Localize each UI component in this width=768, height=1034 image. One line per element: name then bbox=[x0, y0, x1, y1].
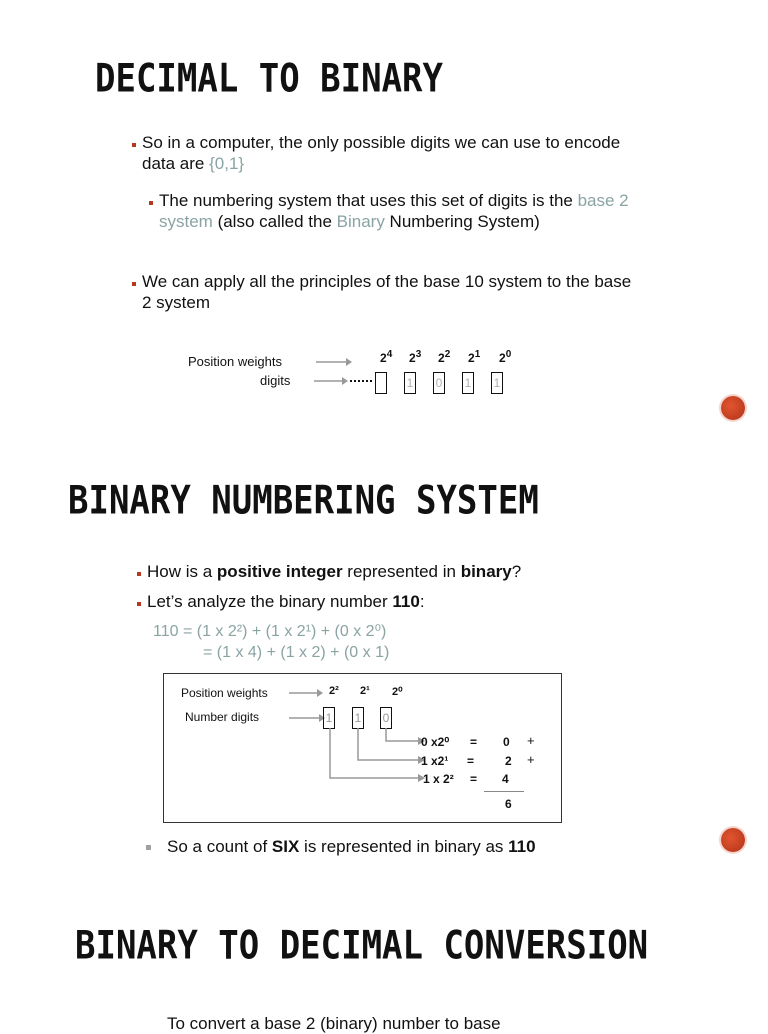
weight-2-1: $2^1$ bbox=[468, 349, 481, 365]
box-number-digits-label: Number digits bbox=[185, 710, 260, 724]
bullet-marker bbox=[132, 143, 136, 147]
box-weight-2-2: 2² bbox=[329, 685, 339, 697]
calc-row-2-eq: = bbox=[470, 772, 478, 786]
box-digits-arrow bbox=[289, 713, 325, 723]
bullet-marker bbox=[146, 845, 151, 850]
slide2-title: BINARY NUMBERING SYSTEM bbox=[68, 478, 539, 524]
digit-box bbox=[375, 372, 387, 394]
digits-arrow bbox=[314, 376, 378, 386]
six-term: SIX bbox=[271, 837, 300, 856]
box-connector-arrows bbox=[320, 728, 425, 784]
slide2-bullet3: So a count of SIX is represented in binary as 110 bbox=[167, 837, 536, 856]
slide2-bullet2: Let’s analyze the binary number 110: bbox=[147, 592, 425, 611]
bullet2-part3: Numbering System) bbox=[384, 212, 540, 231]
calc-row-1: 1 x2¹ bbox=[421, 754, 449, 768]
equation-line2: = (1 x 4) + (1 x 2) + (0 x 1) bbox=[203, 644, 390, 661]
binary-110: 110 bbox=[508, 837, 536, 856]
number-110: 110 bbox=[392, 592, 420, 611]
digit-box: 0 bbox=[433, 372, 445, 394]
slide1-bullet2 bbox=[159, 190, 639, 232]
positive-integer-term: positive integer bbox=[216, 562, 343, 581]
slide1-bullet1 bbox=[142, 132, 632, 174]
digit-set: {0,1} bbox=[209, 154, 245, 173]
calc-row-0-val: 0 bbox=[503, 735, 510, 749]
bullet-marker bbox=[149, 201, 153, 205]
position-weights-label: Position weights bbox=[188, 354, 282, 369]
binary-term: Binary bbox=[336, 212, 385, 231]
slide-marker-circle bbox=[721, 828, 745, 852]
bullet1-text: So in a computer, the only possible digits we can use to encode data are bbox=[142, 133, 621, 173]
digits-label: digits bbox=[260, 373, 291, 388]
digit-box: 1 bbox=[491, 372, 503, 394]
slide1-title: DECIMAL TO BINARY bbox=[95, 56, 443, 102]
calc-row-0: 0 x2⁰ bbox=[421, 735, 450, 749]
slide3-title: BINARY TO DECIMAL CONVERSION bbox=[75, 923, 649, 969]
calc-row-1-val: 2 bbox=[505, 754, 512, 768]
box-position-arrow bbox=[289, 688, 323, 698]
slide3-partial-text: To convert a base 2 (binary) number to base bbox=[167, 1014, 501, 1033]
calc-row-1-eq: = bbox=[467, 754, 475, 768]
box-digit: 1 bbox=[323, 707, 335, 729]
box-weight-2-0: 2⁰ bbox=[392, 686, 403, 698]
bullet2-part1: The numbering system that uses this set of digits is the bbox=[159, 191, 578, 210]
slide1-bullet3: We can apply all the principles of the base 10 system to the base 2 system bbox=[142, 272, 632, 312]
calc-row-1-op: + bbox=[527, 752, 535, 767]
slide2-bullet1: How is a positive integer represented in binary? bbox=[147, 562, 522, 581]
digit-box: 1 bbox=[462, 372, 474, 394]
bullet-marker bbox=[132, 282, 136, 286]
equation-line1: 110 = (1 x 2²) + (1 x 2¹) + (0 x 2⁰) bbox=[153, 623, 387, 640]
sum-line bbox=[484, 791, 524, 792]
weight-2-2: $2^2$ bbox=[438, 349, 451, 365]
bullet-marker bbox=[137, 572, 141, 576]
calc-row-0-eq: = bbox=[470, 735, 478, 749]
binary-term: binary bbox=[460, 562, 512, 581]
digit-box: 1 bbox=[404, 372, 416, 394]
slide-marker-circle bbox=[721, 396, 745, 420]
weight-2-4: $2^4$ bbox=[380, 349, 393, 365]
bullet2-part2: (also called the bbox=[212, 212, 337, 231]
weight-2-0: $2^0$ bbox=[499, 349, 512, 365]
weight-2-3: $2^3$ bbox=[409, 349, 422, 365]
box-digit: 0 bbox=[380, 707, 392, 729]
position-arrow bbox=[316, 357, 352, 367]
calc-row-2: 1 x 2² bbox=[423, 772, 454, 786]
calc-row-2-val: 4 bbox=[502, 772, 509, 786]
box-weight-2-1: 2¹ bbox=[360, 685, 370, 697]
calc-row-0-op: + bbox=[527, 733, 535, 748]
box-position-label: Position weights bbox=[181, 686, 268, 700]
box-digit: 1 bbox=[352, 707, 364, 729]
bullet-marker bbox=[137, 602, 141, 606]
base2-link: base 2 system bbox=[159, 191, 629, 231]
calc-total: 6 bbox=[505, 797, 512, 811]
